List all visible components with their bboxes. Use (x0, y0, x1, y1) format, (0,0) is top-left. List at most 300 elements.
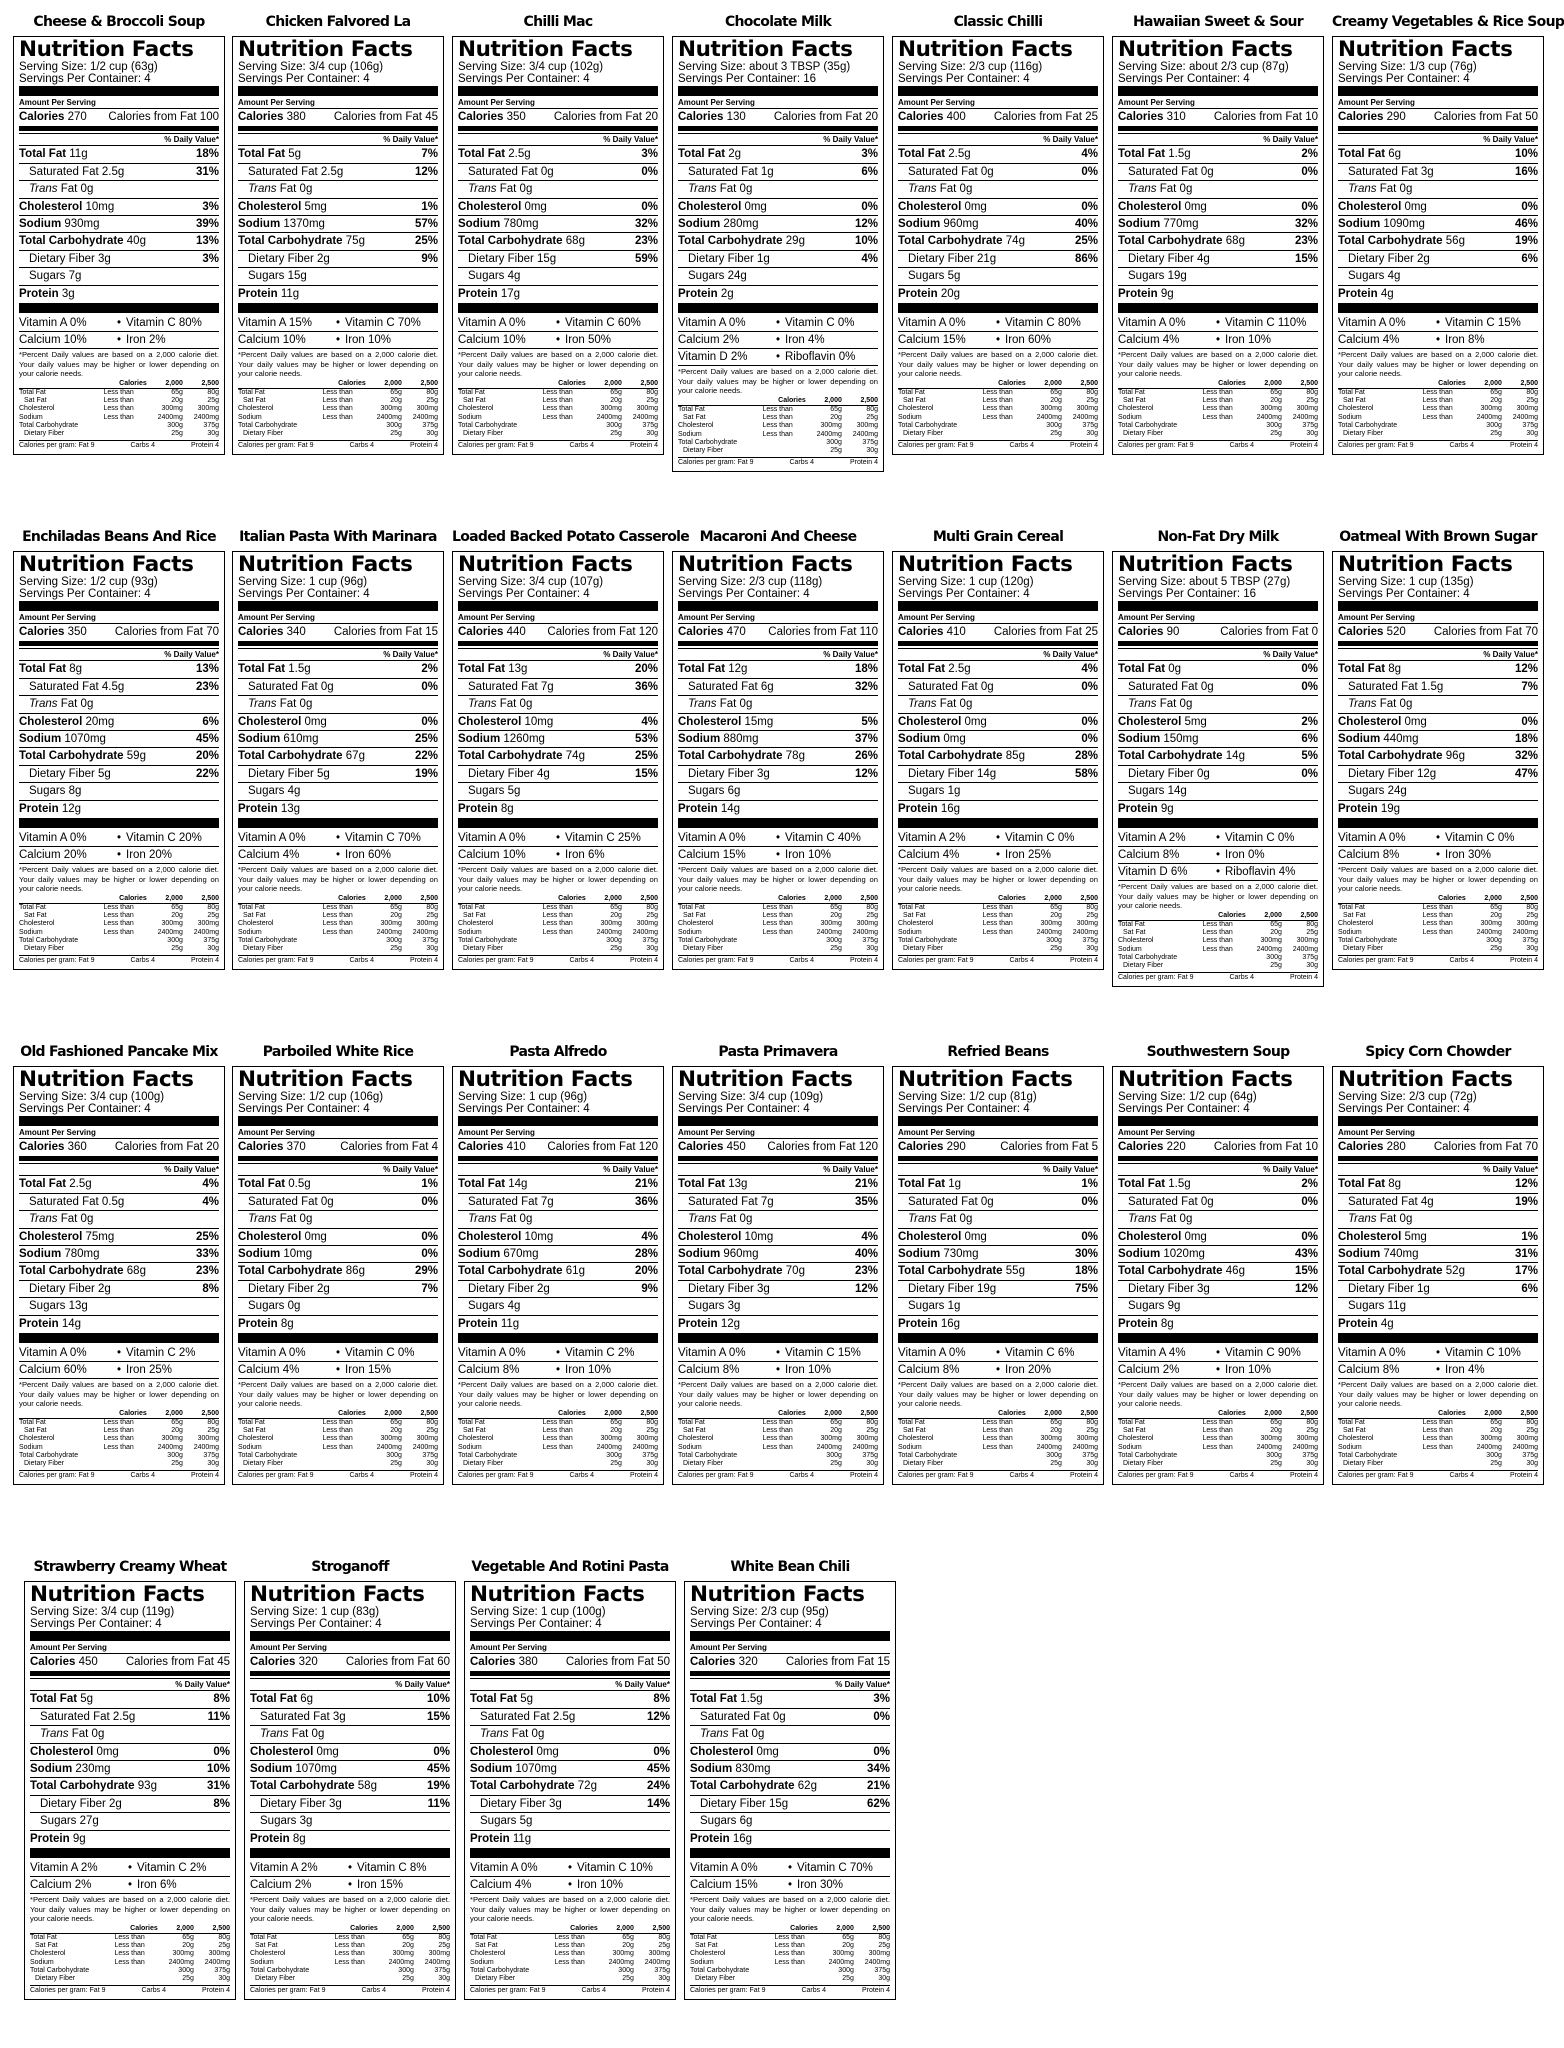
serving-size: Serving Size: 1/2 cup (63g) (19, 61, 158, 73)
table-value-2500: 300mg (648, 1950, 670, 1958)
table-header-2500: 2,500 (640, 379, 658, 387)
table-value-2000: 65g (1270, 921, 1282, 929)
dietary-fiber-row (678, 765, 878, 782)
calories-from-fat: Calories from Fat 100 (108, 111, 219, 123)
daily-values-table (1338, 380, 1538, 438)
sodium-row (1338, 730, 1538, 747)
table-header-2500: 2,500 (420, 379, 438, 387)
calories-from-fat: Calories from Fat 20 (773, 111, 878, 123)
table-value-2000: 65g (1050, 389, 1062, 397)
dietary-fiber-row-label: Dietary Fiber 2g (1348, 252, 1430, 265)
table-value-2000: 25g (610, 945, 622, 953)
thick-divider-2 (458, 818, 658, 828)
bullet: • (335, 849, 341, 862)
table-limit: Less than (1202, 1427, 1233, 1435)
calories-label: Calories 310 (1118, 111, 1186, 123)
hair-divider (678, 365, 878, 366)
total-fat-row-label: Total Fat 5g (30, 1693, 94, 1706)
nutrition-facts-label (684, 1581, 896, 2000)
calories-name: Calories (458, 626, 504, 638)
amount-per-serving: Amount Per Serving (898, 613, 975, 622)
table-row (458, 389, 658, 398)
table-nutrient: Total Carbohydrate (458, 1451, 518, 1459)
trans-fat-row (1118, 180, 1318, 197)
calories-per-gram-item: Calories per gram: Fat 9 (1338, 957, 1414, 965)
calories-name: Calories (898, 1141, 944, 1153)
calories-from-fat: Calories from Fat 120 (547, 1141, 658, 1153)
table-value-2000: 20g (171, 1427, 183, 1435)
table-limit: Less than (554, 1950, 585, 1958)
sodium-row-name: Sodium (458, 218, 501, 231)
table-value-2000: 300g (1266, 953, 1282, 961)
saturated-fat-row-dv: 31% (195, 165, 219, 178)
vitamin-left: Vitamin A 0% (1118, 317, 1186, 330)
total-carbohydrate-row-name: Total Carbohydrate (30, 1780, 135, 1793)
trans-fat-row (238, 1210, 438, 1227)
sugars-row-label: Sugars 24g (688, 270, 747, 283)
table-value-2500: 30g (1086, 430, 1098, 438)
saturated-fat-row (1118, 678, 1318, 695)
table-row (690, 1934, 890, 1943)
table-nutrient: Sodium (19, 1443, 43, 1451)
cholesterol-row (898, 198, 1098, 215)
table-header-2000: 2,000 (1044, 379, 1062, 387)
sodium-row-name: Sodium (238, 733, 281, 746)
total-fat-row-name: Total Fat (238, 663, 286, 676)
calories-row (238, 623, 438, 640)
sugars-row (1338, 267, 1538, 284)
table-nutrient: Total Fat (470, 1934, 497, 1942)
hair-divider (458, 1378, 658, 1379)
cholesterol-row-name: Cholesterol (678, 715, 742, 728)
table-limit: Less than (103, 904, 134, 912)
daily-value-footnote: *Percent Daily values are based on a 2,000 calorie diet. Your daily values may be higher or lower depending on your calorie needs. (458, 865, 658, 894)
cholesterol-row-name: Cholesterol (898, 200, 962, 213)
thick-divider (458, 1116, 658, 1126)
table-nutrient: Dietary Fiber (695, 1975, 736, 1983)
calories-per-gram (30, 1985, 230, 1996)
total-fat-row-dv: 0% (1301, 663, 1318, 676)
dietary-fiber-row (898, 765, 1098, 782)
table-limit (334, 1975, 377, 1983)
trans-fat-row (1338, 1210, 1538, 1227)
table-row (1338, 1435, 1538, 1443)
table-value-2000: 300g (826, 438, 842, 446)
dietary-fiber-row-dv: 59% (634, 252, 658, 265)
calories-name: Calories (678, 111, 724, 123)
vitamin-right: Vitamin C 20% (126, 832, 202, 845)
table-value-2500: 2400mg (1072, 413, 1098, 421)
table-value-2500: 2400mg (412, 1443, 438, 1451)
sodium-row (19, 730, 219, 747)
cholesterol-row-label: Cholesterol 0mg (898, 200, 987, 213)
trans-fat-row (1338, 180, 1538, 197)
sodium-row-label: Sodium 740mg (1338, 1248, 1419, 1261)
table-nutrient: Dietary Fiber (903, 945, 944, 953)
table-nutrient: Cholesterol (690, 1950, 726, 1958)
vitamin-row (238, 846, 438, 863)
thick-divider (678, 601, 878, 611)
table-row (458, 1427, 658, 1435)
table-row (1338, 1419, 1538, 1428)
table-row (470, 1967, 670, 1975)
vitamin-row (1118, 315, 1318, 331)
nutrition-facts-heading: Nutrition Facts (19, 1067, 194, 1092)
saturated-fat-row-dv: 36% (634, 1195, 658, 1208)
protein-row-name: Protein (458, 1317, 498, 1330)
trans-fat-label: Trans Fat 0g (1128, 1213, 1193, 1226)
table-nutrient: Total Fat (250, 1934, 277, 1942)
table-value-2000: 2400mg (1476, 928, 1502, 936)
calories-from-fat: Calories from Fat 110 (768, 626, 878, 638)
protein-row (1338, 285, 1538, 302)
total-carbohydrate-row-name: Total Carbohydrate (1118, 1265, 1223, 1278)
table-value-2000: 65g (171, 904, 183, 912)
vitamin-left: Calcium 20% (19, 849, 87, 862)
table-row (1118, 414, 1318, 422)
total-fat-row-dv: 20% (634, 663, 658, 676)
calories-from-fat: Calories from Fat 5 (1000, 1141, 1098, 1153)
table-row (19, 929, 219, 937)
sodium-row-name: Sodium (458, 733, 501, 746)
table-header-calories: Calories (119, 379, 147, 387)
saturated-fat-row-dv: 0% (421, 1195, 438, 1208)
nutrition-facts-label (892, 551, 1104, 970)
dietary-fiber-row (19, 765, 219, 782)
medium-divider (1338, 1156, 1538, 1161)
calories-from-fat: Calories from Fat 20 (553, 111, 658, 123)
table-limit: Less than (334, 1934, 365, 1942)
protein-row-name: Protein (898, 287, 938, 300)
table-value-2500: 2400mg (852, 928, 878, 936)
calories-from-fat: Calories from Fat 70 (114, 626, 219, 638)
sodium-row-name: Sodium (898, 1248, 941, 1261)
table-limit (322, 430, 365, 438)
bullet: • (1435, 849, 1441, 862)
bullet: • (335, 1347, 341, 1360)
table-limit: Less than (103, 1443, 134, 1451)
total-fat-row (30, 1690, 230, 1707)
product-label-card (892, 8, 1104, 455)
thick-divider-2 (19, 818, 219, 828)
table-value-2000: 300mg (1260, 937, 1282, 945)
total-fat-row (458, 145, 658, 162)
saturated-fat-row-dv: 12% (414, 165, 438, 178)
vitamin-right: Iron 0% (1225, 849, 1265, 862)
table-header-blank (1118, 912, 1202, 921)
table-nutrient: Total Fat (898, 389, 925, 397)
trans-fat-row (458, 1210, 658, 1227)
total-fat-row-dv: 4% (1081, 148, 1098, 161)
total-fat-row-name: Total Fat (19, 1178, 67, 1191)
nutrition-facts-label (672, 36, 884, 472)
vitamin-right: Iron 8% (1445, 334, 1485, 347)
amount-per-serving: Amount Per Serving (238, 613, 315, 622)
bullet: • (1215, 317, 1221, 330)
total-carbohydrate-row-label: Total Carbohydrate 68g (1118, 235, 1245, 248)
table-row (1338, 1452, 1538, 1460)
protein-row-name: Protein (1118, 1317, 1158, 1330)
thick-divider (1118, 601, 1318, 611)
calories-per-gram-item: Protein 4 (849, 459, 878, 467)
product-title: Oatmeal With Brown Sugar (1339, 529, 1537, 545)
table-limit: Less than (322, 397, 353, 405)
table-limit (1202, 962, 1245, 970)
table-row (678, 422, 878, 430)
table-nutrient: Sodium (238, 1443, 262, 1451)
bullet: • (116, 334, 122, 347)
vitamin-row (250, 1860, 450, 1876)
sodium-row (1118, 730, 1318, 747)
table-value-2500: 30g (1306, 962, 1318, 970)
table-header-blank (1338, 1410, 1422, 1419)
saturated-fat-row (1338, 163, 1538, 180)
total-fat-row-dv: 2% (1301, 1178, 1318, 1191)
table-value-2000: 20g (830, 1427, 842, 1435)
table-row (1338, 422, 1538, 430)
table-limit: Less than (762, 928, 793, 936)
protein-row (898, 285, 1098, 302)
vitamin-left: Calcium 10% (19, 334, 87, 347)
trans-fat-label: Trans Fat 0g (40, 1728, 105, 1741)
trans-fat-italic: Trans (1348, 698, 1377, 711)
vitamin-right: Vitamin C 110% (1225, 317, 1307, 330)
bullet: • (555, 1364, 561, 1377)
sugars-row-label: Sugars 9g (1128, 1300, 1181, 1313)
total-fat-row (1338, 1175, 1538, 1192)
saturated-fat-row-label: Saturated Fat 2.5g (29, 165, 125, 178)
vitamin-row (19, 331, 219, 348)
table-value-2000: 65g (1270, 1419, 1282, 1427)
dietary-fiber-row (1118, 765, 1318, 782)
total-fat-row-name: Total Fat (1118, 663, 1166, 676)
thick-divider-2 (238, 818, 438, 828)
vitamin-left: Vitamin A 0% (19, 1347, 87, 1360)
table-row (1338, 1427, 1538, 1435)
table-row (458, 405, 658, 413)
vitamin-left: Vitamin A 0% (238, 832, 306, 845)
calories-name: Calories (458, 111, 504, 123)
daily-value-footnote: *Percent Daily values are based on a 2,000 calorie diet. Your daily values may be higher or lower depending on your calorie needs. (30, 1895, 230, 1924)
cholesterol-row-dv: 0% (421, 1230, 438, 1243)
calories-per-gram (458, 440, 658, 451)
table-header-calories: Calories (338, 379, 366, 387)
table-header-2000: 2,000 (824, 1409, 842, 1417)
sodium-row (458, 730, 658, 747)
cholesterol-row-dv: 0% (1521, 200, 1538, 213)
table-value-2500: 300mg (636, 920, 658, 928)
table-value-2500: 300mg (1516, 1435, 1538, 1443)
table-header-2000: 2,000 (616, 1924, 634, 1932)
saturated-fat-row (1338, 1193, 1538, 1210)
calories-name: Calories (238, 111, 284, 123)
table-row (1118, 954, 1318, 962)
table-value-2000: 20g (1490, 912, 1502, 920)
table-value-2000: 25g (830, 447, 842, 455)
table-row (19, 422, 219, 430)
trans-fat-italic: Trans (468, 183, 497, 196)
table-row (30, 1975, 230, 1983)
calories-per-gram-item: Protein 4 (629, 442, 658, 450)
trans-fat-row (690, 1725, 890, 1742)
bullet: • (116, 317, 122, 330)
daily-values-table (1118, 912, 1318, 970)
cholesterol-row (678, 713, 878, 730)
hair-divider (238, 348, 438, 349)
table-row (19, 1435, 219, 1443)
thick-divider (678, 86, 878, 96)
cholesterol-row-dv: 3% (202, 200, 219, 213)
table-row (30, 1959, 230, 1967)
table-nutrient: Sodium (30, 1958, 54, 1966)
daily-value-header: % Daily Value* (19, 133, 219, 145)
total-fat-row-label: Total Fat 1.5g (1118, 148, 1191, 161)
nutrition-facts-heading: Nutrition Facts (238, 37, 413, 62)
calories-from-fat: Calories from Fat 25 (993, 111, 1098, 123)
hair-divider (238, 1378, 438, 1379)
calories-label: Calories 280 (1338, 1141, 1406, 1153)
vitamin-row (238, 830, 438, 846)
total-fat-row-label: Total Fat 5g (470, 1693, 534, 1706)
total-carbohydrate-row-name: Total Carbohydrate (250, 1780, 355, 1793)
bullet: • (335, 317, 341, 330)
serving-size: Serving Size: 3/4 cup (107g) (458, 576, 604, 588)
total-carbohydrate-row-dv: 19% (1514, 235, 1538, 248)
total-fat-row-label: Total Fat 0.5g (238, 1178, 311, 1191)
total-carbohydrate-row-label: Total Carbohydrate 78g (678, 750, 805, 763)
table-limit: Less than (1422, 397, 1453, 405)
table-row (1118, 389, 1318, 398)
table-value-2500: 80g (646, 1419, 658, 1427)
calories-per-gram-item: Carbs 4 (789, 957, 814, 965)
table-header-blank (470, 1925, 554, 1934)
table-value-2000: 25g (402, 1975, 414, 1983)
sodium-row-label: Sodium 780mg (458, 218, 539, 231)
table-nutrient: Sat Fat (1123, 1427, 1146, 1435)
vitamin-left: Calcium 4% (238, 849, 300, 862)
table-limit (322, 945, 365, 953)
table-row (1338, 389, 1538, 398)
sodium-row-name: Sodium (1338, 1248, 1381, 1261)
daily-value-header: % Daily Value* (238, 133, 438, 145)
total-carbohydrate-row-label: Total Carbohydrate 74g (458, 750, 585, 763)
table-header-row (19, 1410, 219, 1419)
calories-per-gram-item: Carbs 4 (130, 957, 155, 965)
sugars-row-label: Sugars 1g (908, 785, 961, 798)
vitamin-row (238, 315, 438, 331)
daily-value-header: % Daily Value* (1338, 1163, 1538, 1175)
protein-row-label: Protein 11g (238, 287, 300, 300)
table-nutrient: Sodium (470, 1958, 494, 1966)
table-row (238, 422, 438, 430)
sodium-row-label: Sodium 150mg (1118, 733, 1199, 746)
daily-value-footnote: *Percent Daily values are based on a 2,000 calorie diet. Your daily values may be higher or lower depending on your calorie needs. (690, 1895, 890, 1924)
sodium-row-name: Sodium (1338, 218, 1381, 231)
table-header-2500: 2,500 (1080, 894, 1098, 902)
trans-fat-italic: Trans (248, 183, 277, 196)
table-header-calories: Calories (119, 894, 147, 902)
daily-values-table (678, 397, 878, 455)
table-value-2000: 300mg (1040, 920, 1062, 928)
serving-size: Serving Size: 3/4 cup (119g) (30, 1606, 175, 1618)
table-limit: Less than (774, 1934, 805, 1942)
sodium-row-label: Sodium 1260mg (458, 733, 545, 746)
table-value-2500: 2400mg (632, 928, 658, 936)
total-fat-row-name: Total Fat (898, 1178, 946, 1191)
table-header-2500: 2,500 (1080, 1409, 1098, 1417)
total-carbohydrate-row-dv: 10% (854, 235, 878, 248)
table-value-2500: 25g (866, 414, 878, 422)
vitamin-left: Vitamin A 2% (898, 832, 966, 845)
table-value-2500: 25g (1526, 912, 1538, 920)
table-header-blank (238, 380, 322, 389)
calories-per-gram-item: Carbs 4 (581, 1987, 606, 1995)
table-value-2000: 65g (830, 406, 842, 414)
saturated-fat-row (898, 163, 1098, 180)
thick-divider-2 (1338, 1333, 1538, 1343)
total-carbohydrate-row-name: Total Carbohydrate (1118, 235, 1223, 248)
table-row (1338, 414, 1538, 422)
dietary-fiber-row (898, 1280, 1098, 1297)
table-header-2500: 2,500 (860, 894, 878, 902)
vitamin-row (898, 1345, 1098, 1361)
table-row (250, 1967, 450, 1975)
cholesterol-row (238, 1228, 438, 1245)
sugars-row (238, 267, 438, 284)
vitamin-row (1338, 331, 1538, 348)
calories-name: Calories (19, 1141, 65, 1153)
cholesterol-row-label: Cholesterol 0mg (690, 1745, 779, 1758)
calories-per-gram-item: Carbs 4 (789, 459, 814, 467)
table-limit: Less than (103, 397, 134, 405)
daily-values-table (898, 1410, 1098, 1468)
table-value-2500: 30g (207, 945, 219, 953)
calories-per-gram-item: Protein 4 (1289, 1472, 1318, 1480)
table-header-2500: 2,500 (1300, 1409, 1318, 1417)
total-carbohydrate-row-dv: 25% (634, 750, 658, 763)
cholesterol-row-label: Cholesterol 0mg (1118, 1230, 1207, 1243)
trans-fat-label: Trans Fat 0g (260, 1728, 325, 1741)
vitamin-row (458, 315, 658, 331)
table-value-2000: 65g (390, 904, 402, 912)
table-row (1118, 1435, 1318, 1443)
table-value-2500: 80g (878, 1934, 890, 1942)
table-row (1338, 904, 1538, 913)
sugars-row (1118, 1297, 1318, 1314)
vitamin-right: Vitamin C 6% (1005, 1347, 1075, 1360)
table-row (19, 389, 219, 398)
vitamin-left: Calcium 4% (238, 1364, 300, 1377)
vitamin-right: Iron 50% (565, 334, 612, 347)
calories-per-gram (19, 440, 219, 451)
daily-value-header: % Daily Value* (1118, 1163, 1318, 1175)
total-fat-row-dv: 2% (421, 663, 438, 676)
calories-per-gram (19, 955, 219, 966)
protein-row-label: Protein 16g (690, 1832, 753, 1845)
total-carbohydrate-row (30, 1777, 230, 1794)
table-limit: Less than (103, 1419, 134, 1427)
table-header-2500: 2,500 (1300, 379, 1318, 387)
table-nutrient: Cholesterol (458, 405, 494, 413)
table-nutrient: Dietary Fiber (243, 945, 284, 953)
table-nutrient: Sodium (1118, 945, 1142, 953)
trans-fat-italic: Trans (480, 1728, 509, 1741)
table-value-2500: 375g (434, 1966, 450, 1974)
daily-value-footnote: *Percent Daily values are based on a 2,000 calorie diet. Your daily values may be higher or lower depending on your calorie needs. (1338, 1380, 1538, 1409)
vitamin-right: Vitamin C 10% (1445, 1347, 1521, 1360)
bullet: • (995, 849, 1001, 862)
dietary-fiber-row (238, 765, 438, 782)
